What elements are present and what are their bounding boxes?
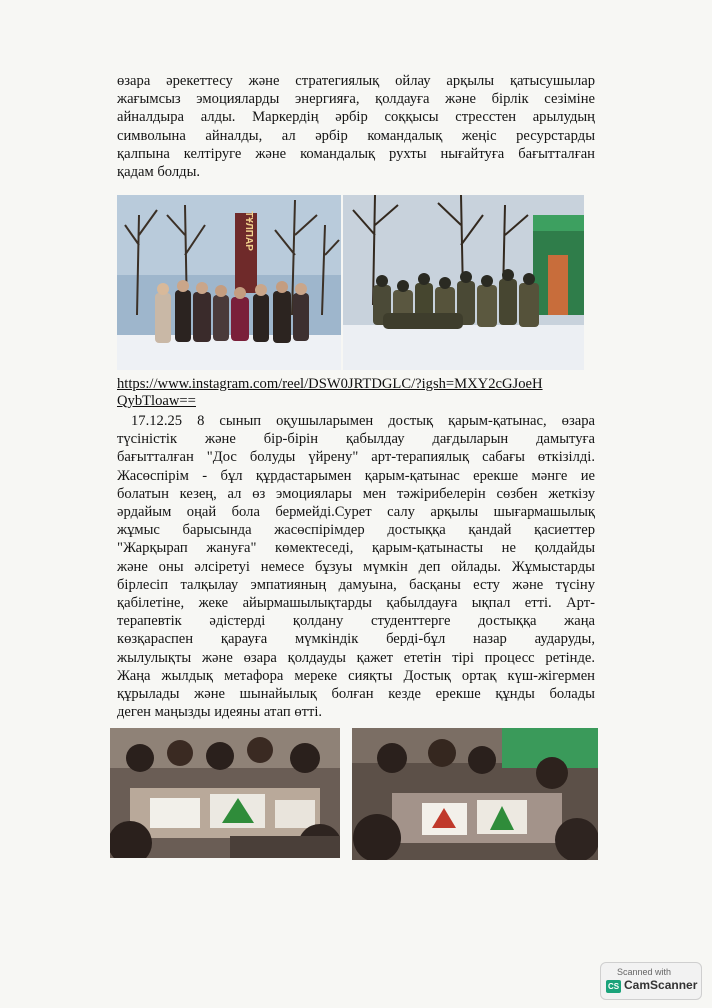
text-line: айналдыра алды. Маркердің әрбір соққысы стресстен арылудың bbox=[117, 109, 595, 126]
text-line: бағытталған "Дос болуды үйрену" арт-терапиялық сабағы өткізілді. bbox=[117, 449, 595, 466]
paragraph-intro bbox=[117, 72, 595, 181]
text-line: қадам болды. bbox=[117, 164, 201, 181]
text-line: құрылады және шынайылық болған кезде ерекше құнды болады bbox=[117, 686, 595, 703]
watermark-label: Scanned with bbox=[617, 967, 672, 977]
text-line: Жасөспірім - бұл құрдастарымен қарым-қатынас ерекше мәнге ие bbox=[117, 467, 595, 484]
text-line: және оны әлсіретуі немесе бұзуы мүмкін деп ойлады. Жұмыстарды bbox=[117, 558, 595, 575]
text-line: көзқараспен қарауға мүмкіндік берді-бұл назар аударуды, bbox=[117, 631, 595, 648]
photo-group-winter-sign bbox=[117, 195, 341, 370]
text-line: жылулықты және өзара қолдауды қажет ететін тірі процесс ретінде. bbox=[117, 649, 595, 666]
photo-classroom-drawing-1 bbox=[110, 728, 340, 858]
text-line: қабілетіне, жеке айырмашылықтарды қабылдауға ықпал етті. Арт- bbox=[117, 595, 595, 612]
watermark-name: CamScanner bbox=[624, 978, 698, 992]
paragraph-art-therapy bbox=[117, 412, 595, 721]
photo-group-winter-camouflage bbox=[343, 195, 584, 370]
text-line: болатын кезең, ал өз эмоциялары мен тәжірибелерін сөзбен жеткізу bbox=[117, 485, 595, 502]
link-line[interactable]: https://www.instagram.com/reel/DSW0JRTDGLC/?igsh=MXY2cGJoeH bbox=[117, 376, 543, 392]
text-line: жағымсыз эмоцияларды энергияға, қолдауға және бірлік сезіміне bbox=[117, 91, 595, 108]
text-line: Жаңа жылдық метафора мереке сияқты Достық ортақ күш-жігермен bbox=[117, 667, 595, 684]
link-line[interactable]: QybTloaw== bbox=[117, 393, 196, 409]
text-line: түсіністік және бір-бірін қабылдау дағдыларын дамытуға bbox=[117, 431, 595, 448]
text-line: символына айналды, ал әрбір командалық жеңіс ресурстарды bbox=[117, 127, 595, 144]
text-line: өзара әрекеттесу және стратегиялық ойлау арқылы қатысушылар bbox=[117, 73, 595, 89]
camscanner-logo-icon: CS bbox=[607, 982, 620, 991]
text-line: 17.12.25 8 сынып оқушыларымен достық қарым-қатынас, өзара bbox=[131, 413, 595, 429]
text-line: қалпына келтіруге және командалық рухты нығайтуға бағытталған bbox=[117, 145, 595, 162]
text-line: терапевтік әдістерді қолдану студенттерге достыққа жаңа bbox=[117, 613, 595, 630]
text-line: "Жарқырап жануға" көмектеседі, қарым-қатынасты не қолдайды bbox=[117, 540, 595, 557]
text-line: әрдайым оңай бола бермейді.Сурет салу арқылы шығармашылық bbox=[117, 504, 595, 521]
camscanner-watermark bbox=[600, 962, 702, 1000]
text-line: бірлесіп талқылау эмпатияның дамуына, басқаны есту және түсіну bbox=[117, 576, 595, 593]
text-line: жұмыс барысында жасөспірімдер достыққа қандай қасиеттер bbox=[117, 522, 595, 539]
text-line: деген маңызды идеяны атап өтті. bbox=[117, 704, 323, 721]
photo-classroom-drawing-2 bbox=[352, 728, 598, 860]
sign-text: ТҰЛПАР bbox=[243, 211, 254, 251]
instagram-link[interactable] bbox=[117, 376, 543, 410]
